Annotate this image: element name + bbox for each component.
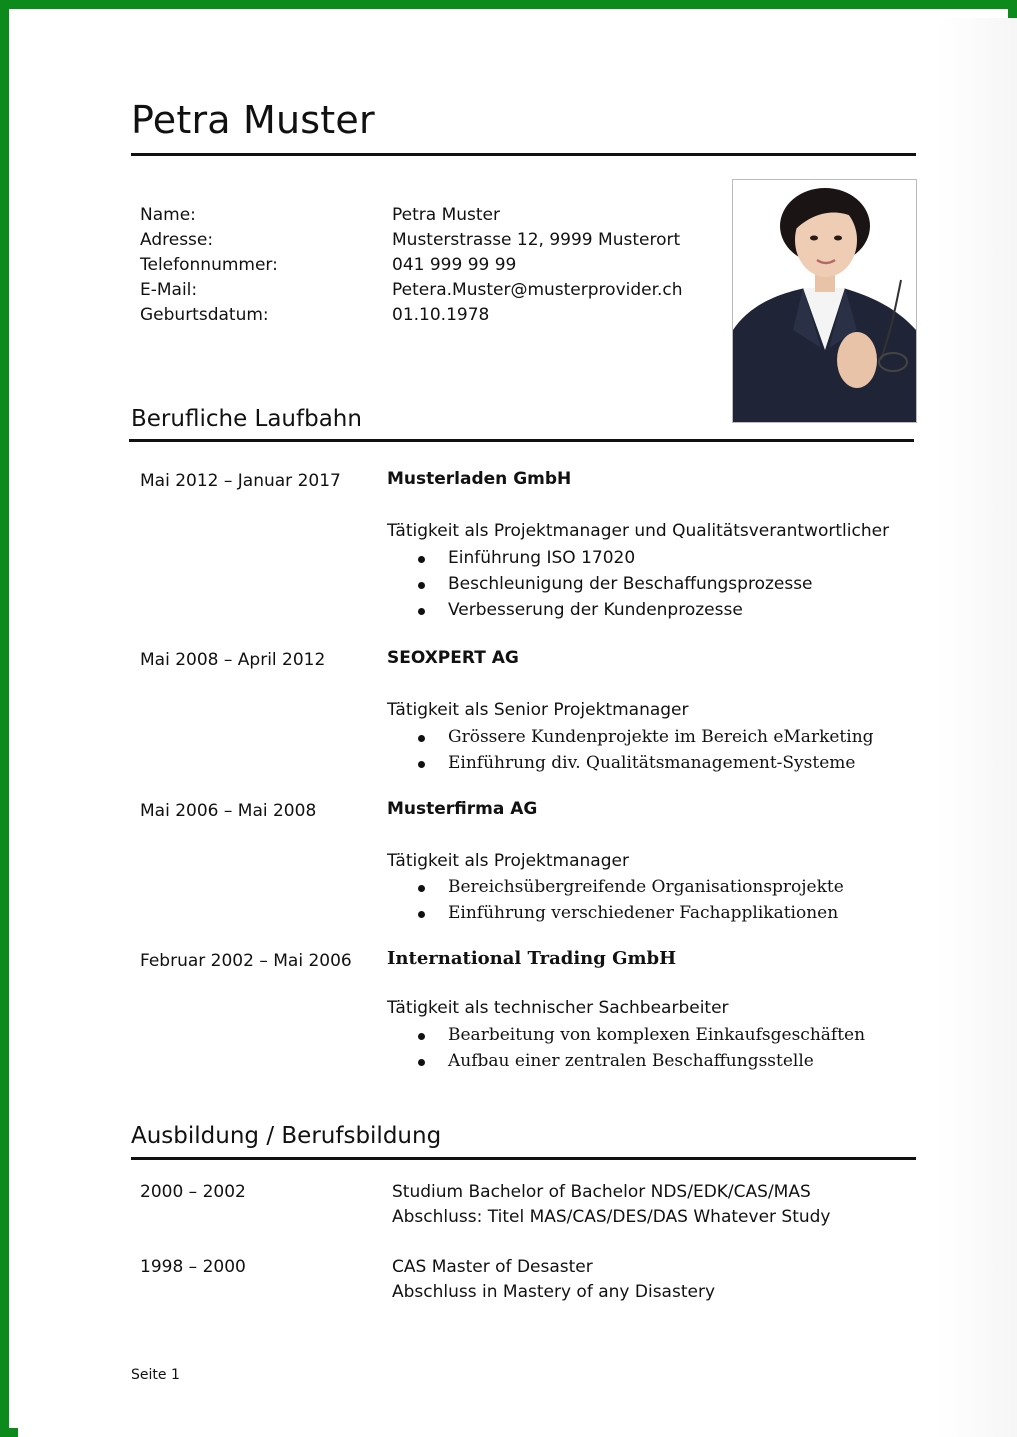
bullet-item: Aufbau einer zentralen Beschaffungsstelle	[387, 1048, 865, 1074]
career-company: International Trading GmbH	[387, 948, 677, 969]
cv-page	[18, 18, 1017, 1437]
info-label-address: Adresse:	[140, 230, 214, 250]
info-value-phone: 041 999 99 99	[392, 255, 517, 275]
section-title-education: Ausbildung / Berufsbildung	[131, 1123, 442, 1149]
education-line: Abschluss: Titel MAS/CAS/DES/DAS Whatever Study	[392, 1207, 831, 1227]
career-company: SEOXPERT AG	[387, 648, 519, 668]
info-label-name: Name:	[140, 205, 196, 225]
career-role: Tätigkeit als Projektmanager	[387, 851, 629, 871]
career-role: Tätigkeit als Projektmanager und Qualitätsverantwortlicher	[387, 521, 890, 541]
education-period: 2000 – 2002	[140, 1182, 246, 1202]
career-divider	[129, 439, 914, 442]
career-period: Mai 2008 – April 2012	[140, 650, 326, 670]
career-company: Musterfirma AG	[387, 799, 538, 819]
bullet-item: Bearbeitung von komplexen Einkaufsgeschäften	[387, 1022, 865, 1048]
career-bullets	[387, 545, 813, 623]
bullet-item: Beschleunigung der Beschaffungsprozesse	[387, 571, 813, 597]
info-value-name: Petra Muster	[392, 205, 500, 225]
education-divider	[131, 1157, 916, 1160]
career-bullets	[387, 724, 874, 776]
portrait-illustration	[733, 180, 916, 422]
title-divider	[131, 153, 916, 156]
career-bullets	[387, 874, 844, 926]
bullet-item: Grössere Kundenprojekte im Bereich eMarketing	[387, 724, 874, 750]
education-line: CAS Master of Desaster	[392, 1257, 593, 1277]
bullet-item: Einführung verschiedener Fachapplikationen	[387, 900, 844, 926]
education-line: Abschluss in Mastery of any Disastery	[392, 1282, 715, 1302]
career-bullets	[387, 1022, 865, 1074]
profile-photo	[732, 179, 917, 423]
career-period: Mai 2006 – Mai 2008	[140, 801, 317, 821]
section-title-career: Berufliche Laufbahn	[131, 406, 362, 432]
page-title: Petra Muster	[131, 98, 375, 142]
career-period: Februar 2002 – Mai 2006	[140, 951, 352, 971]
page-number: Seite 1	[131, 1367, 180, 1383]
info-value-email: Petera.Muster@musterprovider.ch	[392, 280, 683, 300]
bullet-item: Verbesserung der Kundenprozesse	[387, 597, 813, 623]
education-line: Studium Bachelor of Bachelor NDS/EDK/CAS/MAS	[392, 1182, 811, 1202]
career-role: Tätigkeit als technischer Sachbearbeiter	[387, 998, 729, 1018]
info-label-email: E-Mail:	[140, 280, 198, 300]
info-label-phone: Telefonnummer:	[140, 255, 278, 275]
career-role: Tätigkeit als Senior Projektmanager	[387, 700, 689, 720]
education-period: 1998 – 2000	[140, 1257, 246, 1277]
career-period: Mai 2012 – Januar 2017	[140, 471, 341, 491]
bullet-item: Einführung div. Qualitätsmanagement-Systeme	[387, 750, 874, 776]
info-label-birthdate: Geburtsdatum:	[140, 305, 269, 325]
info-value-birthdate: 01.10.1978	[392, 305, 490, 325]
bullet-item: Einführung ISO 17020	[387, 545, 813, 571]
bullet-item: Bereichsübergreifende Organisationsprojekte	[387, 874, 844, 900]
info-value-address: Musterstrasse 12, 9999 Musterort	[392, 230, 681, 250]
career-company: Musterladen GmbH	[387, 469, 572, 489]
